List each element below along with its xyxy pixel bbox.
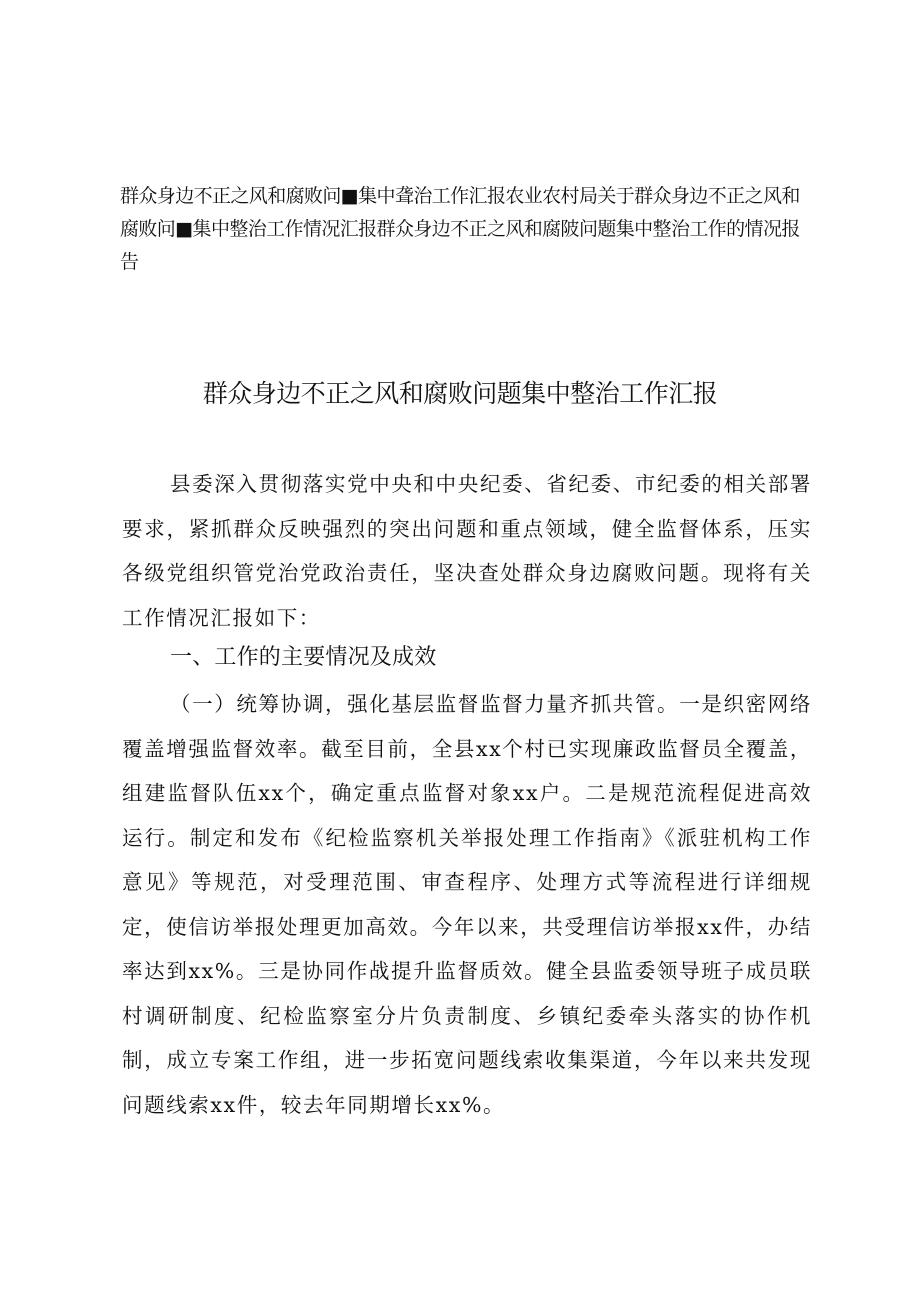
document-title: 群众身边不正之风和腐败问题集中整治工作汇报 xyxy=(202,379,718,408)
document-header-text: 群众身边不正之风和腐败问■集中聋治工作汇报农业农村局关于群众身边不正之风和腐败问■集中整治工作情况汇报群众身边不正之风和腐陂问题集中整治工作的情况报告 xyxy=(120,185,800,273)
section-1-heading: 一、工作的主要情况及成效 xyxy=(170,645,437,670)
subsection-1-paragraph: （一）统筹协调，强化基层监督监督力量齐抓共管。一是织密网络覆盖增强监督效率。截至目前，全县xx个村已实现廉政监督员全覆盖，组建监督队伍xx个，确定重点监督对象xx户。二是规范流程促进高效运行。制定和发布《纪检监察机关举报处理工作指南》《派驻机构工作意见》等规范，对受理范围、审查程序、处理方式等流程进行详细规定，使信访举报处理更加高效。今年以来，共受理信访举报xx件，办结率达到xx%。三是协同作战提升监督质效。健全县监委领导班子成员联村调研制度、纪检监察室分片负责制度、乡镇纪委牵头落实的协作机制，成立专案工作组，进一步拓宽问题线索收集渠道，今年以来共发现问题线索xx件，较去年同期增长xx%。 xyxy=(122,692,812,1117)
intro-paragraph: 县委深入贯彻落实党中央和中央纪委、省纪委、市纪委的相关部署要求，紧抓群众反映强烈的突出问题和重点领域，健全监督体系，压实各级党组织管党治党政治责任，坚决查处群众身边腐败问题。现将有关工作情况汇报如下： xyxy=(122,472,812,630)
